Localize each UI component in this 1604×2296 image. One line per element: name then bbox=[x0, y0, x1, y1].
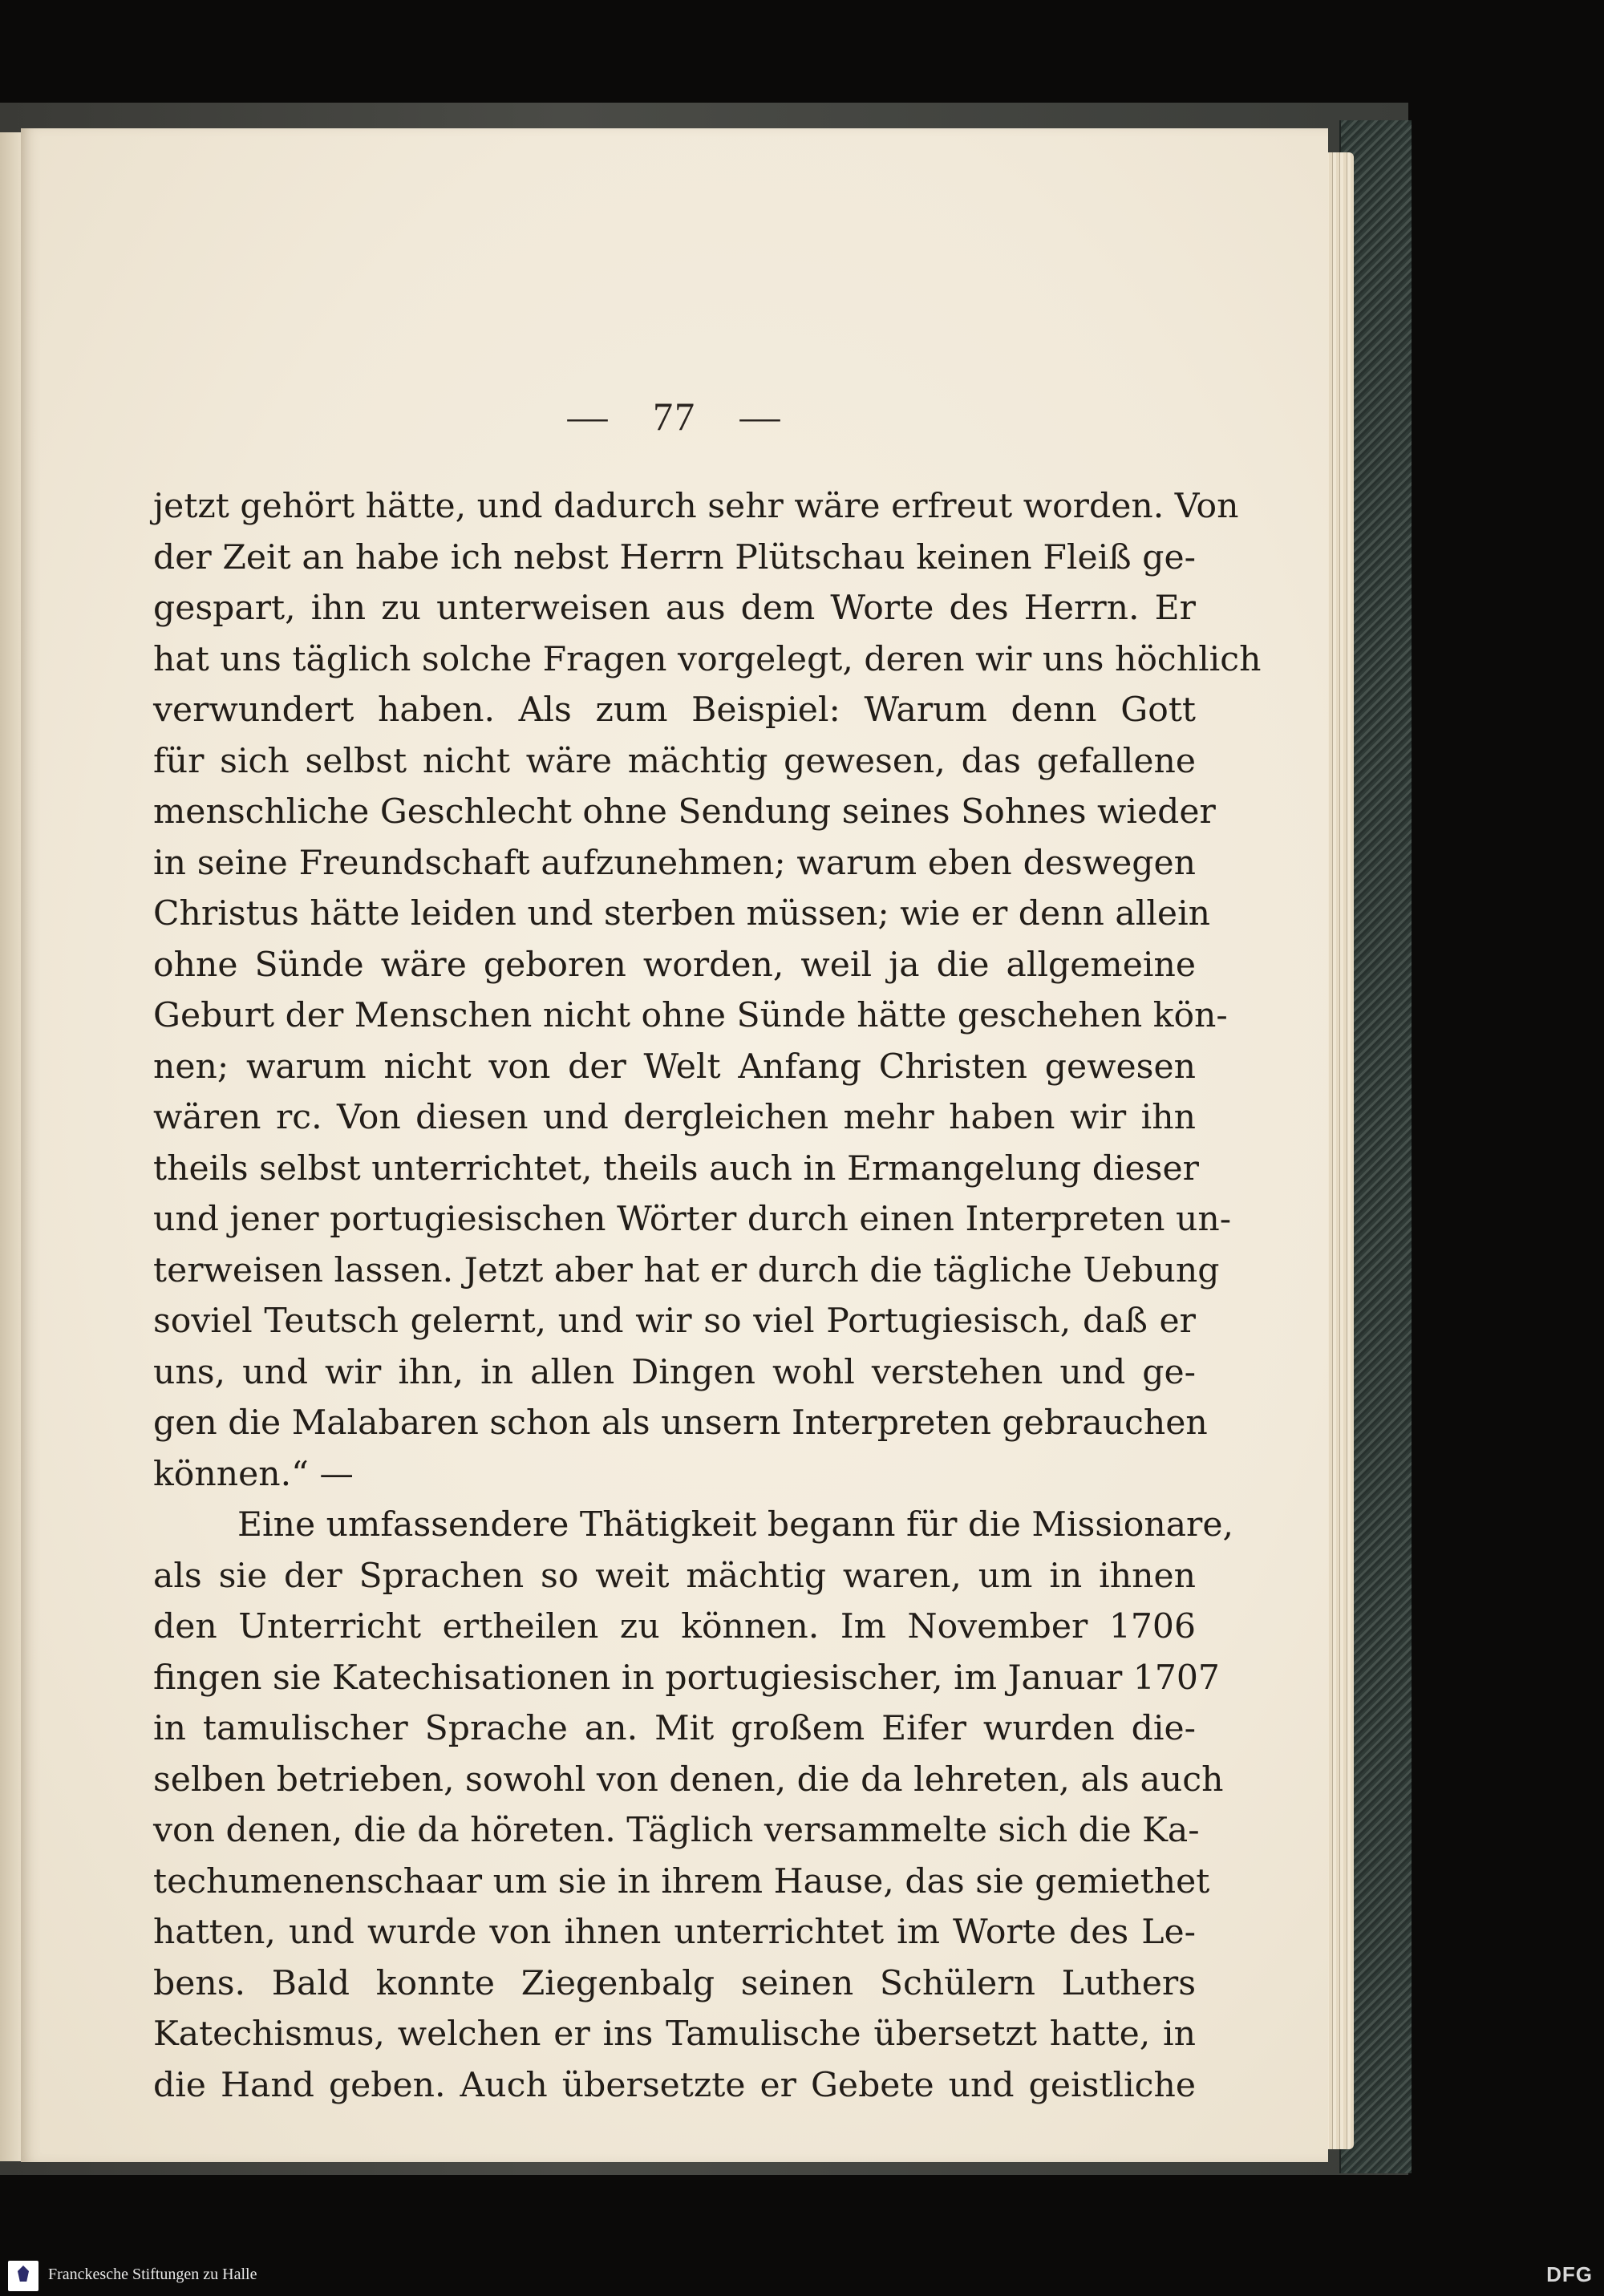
text-line: in seine Freundschaft aufzunehmen; warum eben deswegen bbox=[153, 843, 1196, 883]
text-line: terweisen lassen. Jetzt aber hat er durch die tägliche Uebung bbox=[153, 1250, 1220, 1290]
text-line: und jener portugiesischen Wörter durch einen Interpreten un- bbox=[153, 1200, 1232, 1239]
text-line: uns, und wir ihn, in allen Dingen wohl verstehen und ge- bbox=[153, 1352, 1196, 1392]
text-line: der Zeit an habe ich nebst Herrn Plütschau keinen Fleiß ge- bbox=[153, 537, 1196, 577]
text-line-paragraph-end: können.“ — bbox=[153, 1454, 354, 1494]
text-line: für sich selbst nicht wäre mächtig gewesen, das gefallene bbox=[153, 741, 1196, 781]
text-line: von denen, die da höreten. Täglich versammelte sich die Ka- bbox=[153, 1811, 1200, 1850]
text-line: die Hand geben. Auch übersetzte er Gebete und geistliche bbox=[153, 2065, 1196, 2105]
header-dash-right: — bbox=[739, 394, 782, 439]
left-page-edge bbox=[0, 132, 21, 2161]
text-line: hatten, und wurde von ihnen unterrichtet im Worte des Le- bbox=[153, 1913, 1196, 1952]
text-line: verwundert haben. Als zum Beispiel: Warum denn Gott bbox=[153, 690, 1196, 730]
dfg-badge: DFG bbox=[1546, 2262, 1593, 2286]
text-line: menschliche Geschlecht ohne Sendung seines Sohnes wieder bbox=[153, 792, 1216, 832]
text-line: wären rc. Von diesen und dergleichen mehr haben wir ihn bbox=[153, 1098, 1196, 1137]
text-line: theils selbst unterrichtet, theils auch in Ermangelung dieser bbox=[153, 1148, 1199, 1188]
text-line: gen die Malabaren schon als unsern Interpreten gebrauchen bbox=[153, 1403, 1208, 1443]
page-number-header bbox=[21, 393, 1328, 439]
text-line: techumenenschaar um sie in ihrem Hause, das sie gemiethet bbox=[153, 1861, 1210, 1901]
institution-label: Franckesche Stiftungen zu Halle bbox=[48, 2266, 257, 2283]
text-line: jetzt gehört hätte, und dadurch sehr wäre erfreut worden. Von bbox=[153, 487, 1239, 526]
body-text bbox=[153, 481, 1262, 2111]
text-line: ohne Sünde wäre geboren worden, weil ja die allgemeine bbox=[153, 945, 1196, 985]
header-dash-left: — bbox=[567, 394, 610, 439]
institution-logo-icon bbox=[8, 2261, 38, 2291]
text-line: nen; warum nicht von der Welt Anfang Christen gewesen bbox=[153, 1047, 1196, 1087]
text-line: Katechismus, welchen er ins Tamulische übersetzt hatte, in bbox=[153, 2015, 1196, 2054]
text-line: fingen sie Katechisationen in portugiesischer, im Januar 1707 bbox=[153, 1658, 1220, 1698]
text-line: den Unterricht ertheilen zu können. Im November 1706 bbox=[153, 1607, 1196, 1646]
text-line: als sie der Sprachen so weit mächtig waren, um in ihnen bbox=[153, 1556, 1196, 1596]
logo-mark bbox=[18, 2266, 29, 2282]
text-line: Geburt der Menschen nicht ohne Sünde hätte geschehen kön- bbox=[153, 996, 1228, 1035]
text-line: Christus hätte leiden und sterben müssen; wie er denn allein bbox=[153, 894, 1211, 933]
text-line: hat uns täglich solche Fragen vorgelegt, deren wir uns höchlich bbox=[153, 639, 1262, 679]
page-number: 77 bbox=[653, 394, 696, 439]
viewer-footer bbox=[0, 2258, 1604, 2296]
text-line: soviel Teutsch gelernt, und wir so viel Portugiesisch, daß er bbox=[153, 1302, 1196, 1341]
text-line: bens. Bald konnte Ziegenbalg seinen Schülern Luthers bbox=[153, 1963, 1196, 2003]
text-line-paragraph-start: Eine umfassendere Thätigkeit begann für die Missionare, bbox=[237, 1505, 1234, 1545]
text-line: in tamulischer Sprache an. Mit großem Eifer wurden die- bbox=[153, 1709, 1196, 1748]
book-page bbox=[21, 128, 1328, 2162]
text-line: selben betrieben, sowohl von denen, die da lehreten, als auch bbox=[153, 1759, 1224, 1800]
text-line: gespart, ihn zu unterweisen aus dem Worte des Herrn. Er bbox=[153, 589, 1196, 628]
